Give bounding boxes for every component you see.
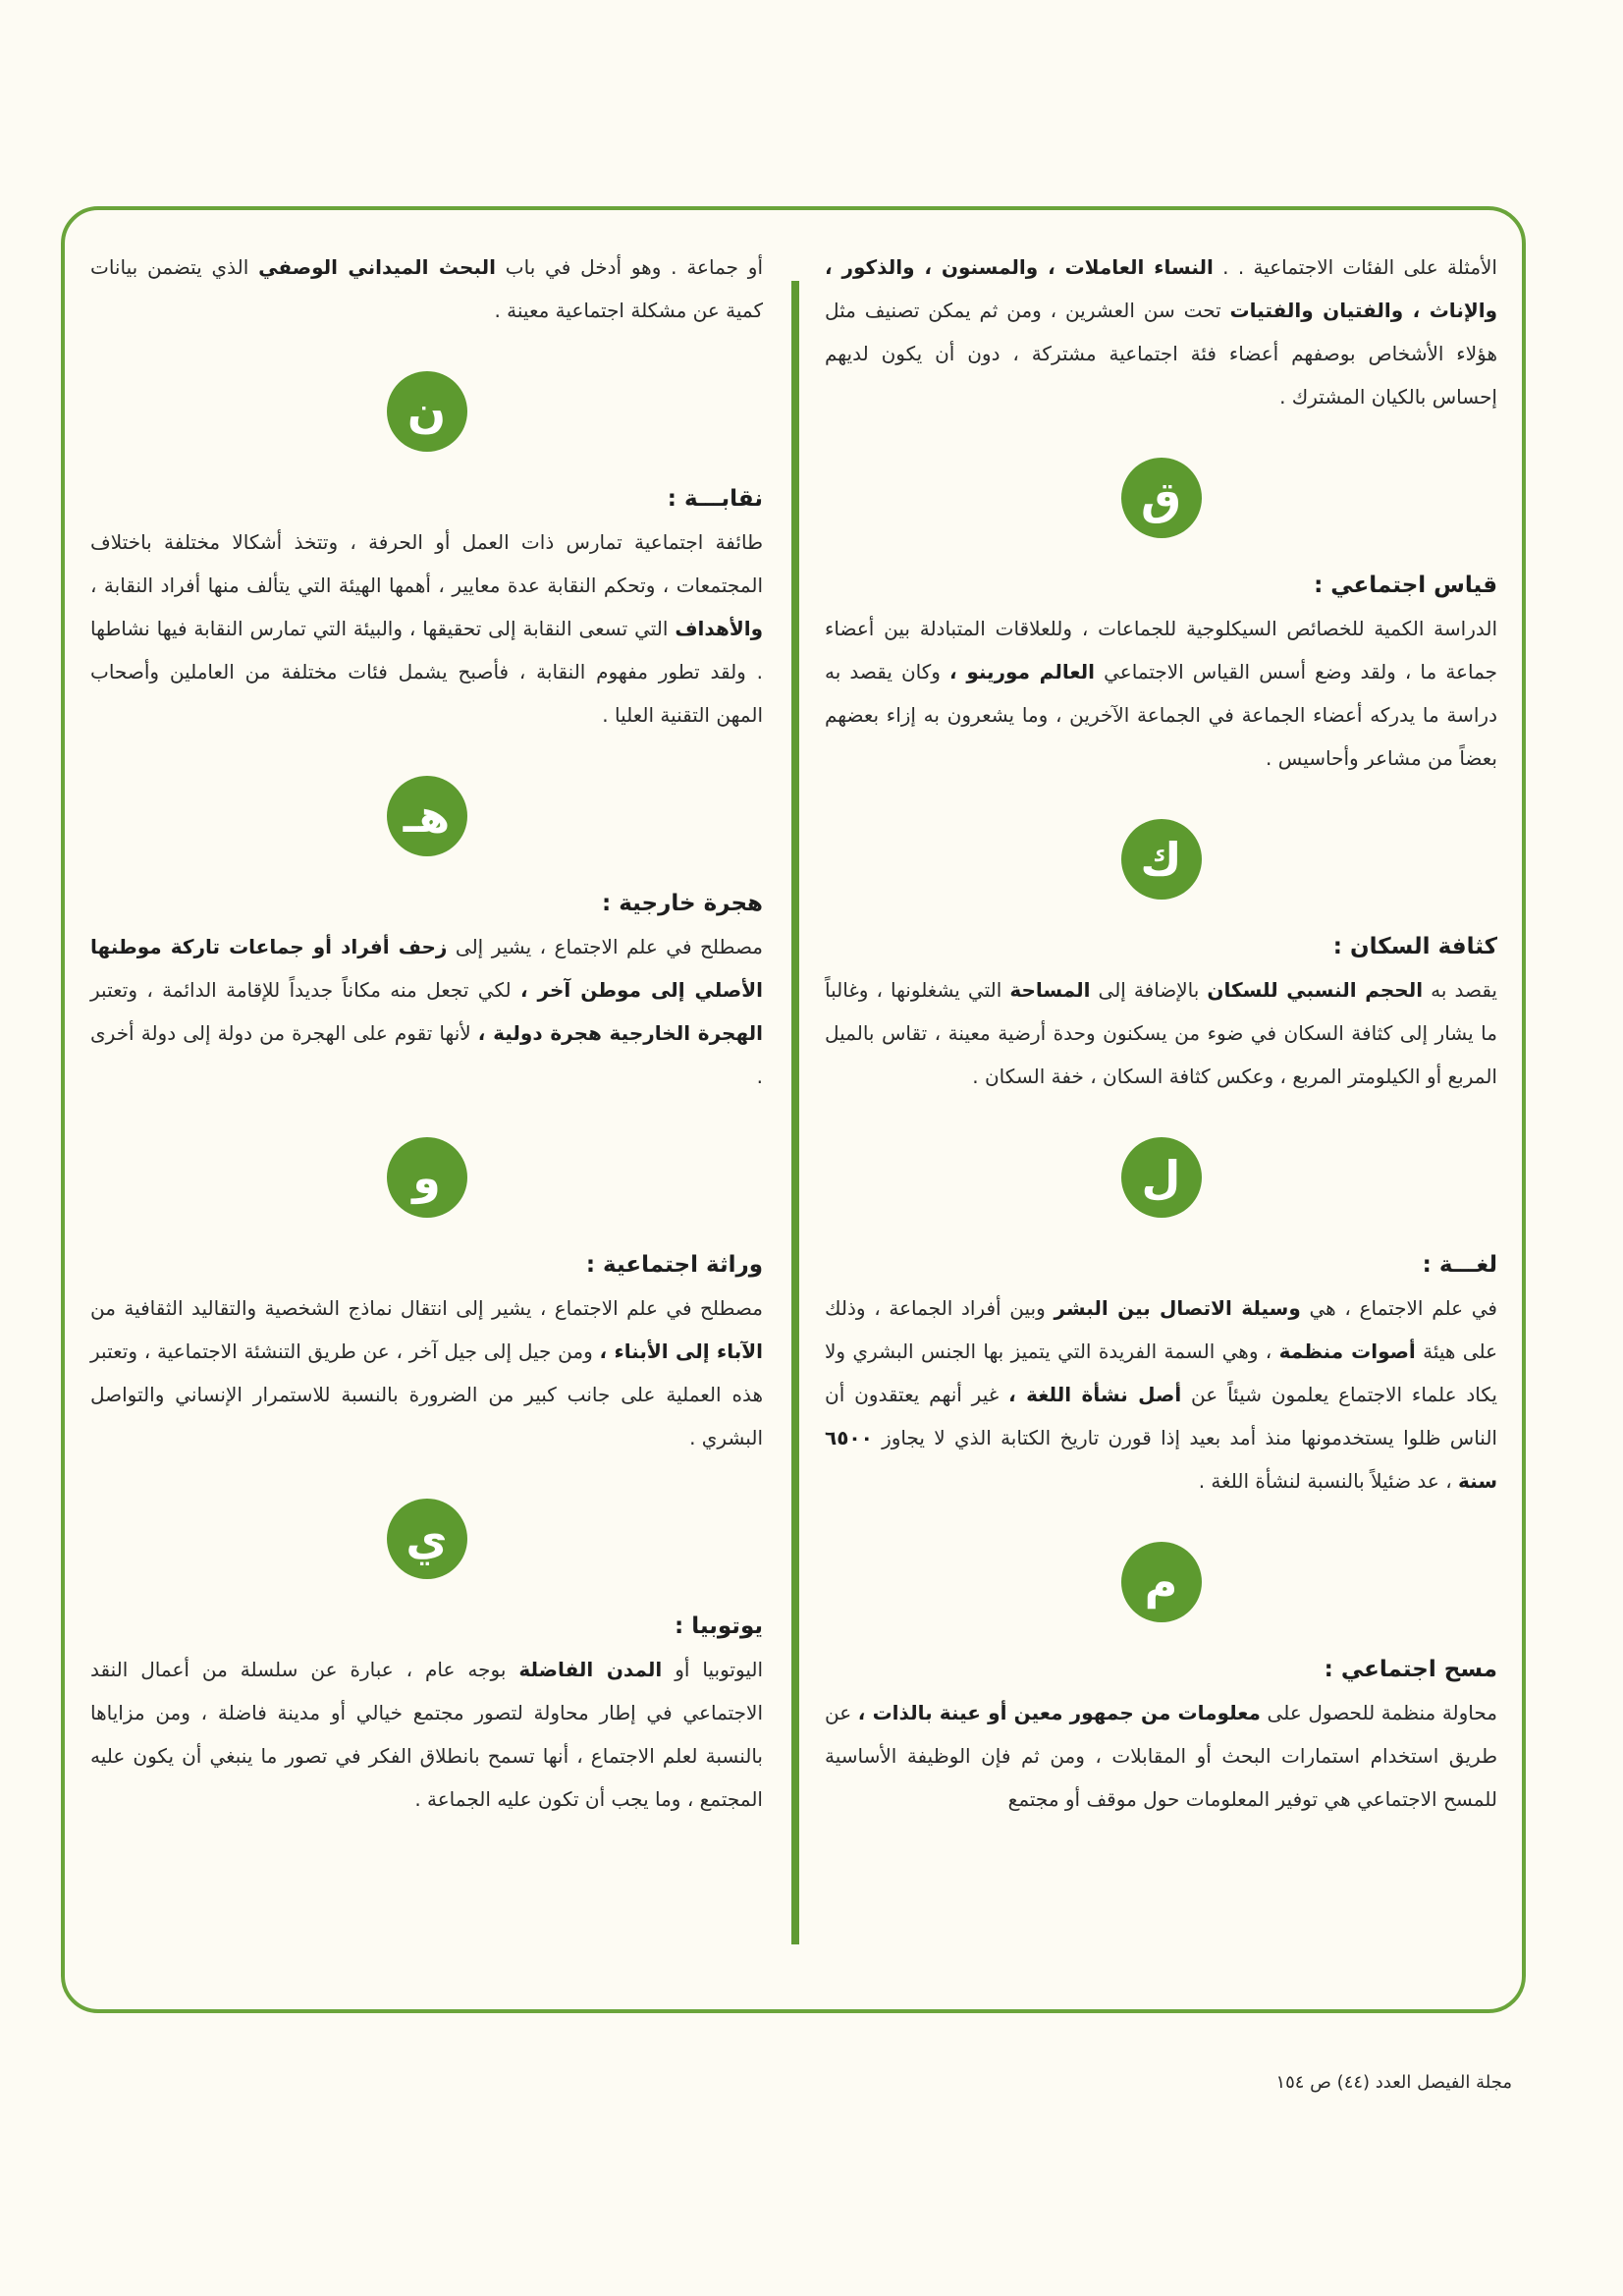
letter-ya-badge: ي [387, 1499, 467, 1579]
letter-ha-badge: هـ [387, 776, 467, 856]
left-column [90, 246, 763, 1821]
definition-paragraph: اليوتوبيا أو المدن الفاضلة بوجه عام ، عبارة عن سلسلة من أعمال النقد الاجتماعي في إطار محاولة لتصور مجتمع خيالي أو مدينة فاضلة ، ومن مزاياها بالنسبة لعلم الاجتماع ، أنها تسمح بانطلاق الفكر في تصور ما ينبغي أن يكون عليه المجتمع ، وما يجب أن تكون عليه الجماعة . [90, 1658, 764, 1811]
page-footer: مجلة الفيصل العدد (٤٤) ص ١٥٤ [1275, 2072, 1512, 2093]
term-heading: هجرة خارجية : [602, 891, 763, 916]
definition-paragraph: محاولة منظمة للحصول على معلومات من جمهور معين أو عينة بالذات ، عن طريق استخدام استمارات البحث أو المقابلات ، ومن ثم فإن الوظيفة الأساسية للمسح الاجتماعي هي توفير المعلومات حول موقف أو مجتمع [825, 1701, 1498, 1811]
definition-paragraph: يقصد به الحجم النسبي للسكان بالإضافة إلى المساحة التي يشغلونها ، وغالباً ما يشار إلى كثافة السكان في ضوء من يسكنون وحدة أرضية معينة ، تقاس بالميل المربع أو الكيلومتر المربع ، وعكس كثافة السكان ، خفة السكان . [825, 978, 1497, 1088]
definition-paragraph: في علم الاجتماع ، هي وسيلة الاتصال بين البشر وبين أفراد الجماعة ، وذلك على هيئة أصوات منظمة ، وهي السمة الفريدة التي يتميز بها الجنس البشري ولا يكاد علماء الاجتماع يعلمون شيئاً عن أصل نشأة اللغة ، غير أنهم يعتقدون أن الناس ظلوا يستخدمونها منذ أمد بعيد إذا قورن تاريخ الكتابة الذي لا يجاوز ٦٥٠٠ سنة ، عد ضئيلاً بالنسبة لنشأة اللغة . [825, 1296, 1498, 1493]
letter-lam-badge: ل [1121, 1137, 1202, 1218]
term-heading: وراثة اجتماعية : [585, 1252, 763, 1278]
term-heading: قياس اجتماعي : [1314, 573, 1497, 598]
definition-paragraph: مصطلح في علم الاجتماع ، يشير إلى انتقال نماذج الشخصية والتقاليد الثقافية من الآباء إلى الأبناء ، ومن جيل إلى جيل آخر ، عن طريق التنشئة الاجتماعية ، وتعتبر هذه العملية على جانب كبير من الضرورة بالنسبة للاستمرار الإنساني والتواصل البشري . [90, 1296, 763, 1449]
definition-paragraph: مصطلح في علم الاجتماع ، يشير إلى زحف أفراد أو جماعات تاركة موطنها الأصلي إلى موطن آخر ، لكي تجعل منه مكاناً جديداً للإقامة الدائمة ، وتعتبر الهجرة الخارجية هجرة دولية ، لأنها تقوم على الهجرة من دولة إلى دولة أخرى . [90, 935, 764, 1088]
definition-paragraph: طائفة اجتماعية تمارس ذات العمل أو الحرفة ، وتتخذ أشكالا مختلفة باختلاف المجتمعات ، وتحكم النقابة عدة معايير ، أهمها الهيئة التي يتألف منها أفراد النقابة ، والأهداف التي تسعى النقابة إلى تحقيقها ، والبيئة التي تمارس النقابة فيها نشاطها . ولقد تطور مفهوم النقابة ، فأصبح يشمل فئات مختلفة من العاملين وأصحاب المهن التقنية العليا . [90, 530, 763, 727]
term-heading: مسح اجتماعي : [1324, 1657, 1497, 1682]
column-divider [791, 281, 799, 1944]
term-heading: لغـــة : [1422, 1252, 1497, 1278]
term-heading: يوتوبيا : [675, 1613, 763, 1639]
letter-kaf-badge: ك [1121, 819, 1202, 900]
intro-paragraph: أو جماعة . وهو أدخل في باب البحث الميداني الوصفي الذي يتضمن بيانات كمية عن مشكلة اجتماعية معينة . [90, 255, 764, 322]
intro-paragraph: الأمثلة على الفئات الاجتماعية . . النساء العاملات ، والمسنون ، والذكور ، والإناث ، والفتيان والفتيات تحت سن العشرين ، ومن ثم يمكن تصنيف مثل هؤلاء الأشخاص بوصفهم أعضاء فئة اجتماعية مشتركة ، دون أن يكون لديهم إحساس بالكيان المشترك . [825, 255, 1498, 409]
definition-paragraph: الدراسة الكمية للخصائص السيكلوجية للجماعات ، وللعلاقات المتبادلة بين أعضاء جماعة ما ، ولقد وضع أسس القياس الاجتماعي العالم مورينو ، وكان يقصد به دراسة ما يدركه أعضاء الجماعة في الجماعة الآخرين ، وما يشعرون به إزاء بعضهم بعضاً من مشاعر وأحاسيس . [825, 617, 1497, 770]
term-heading: نقابـــة : [667, 486, 763, 512]
letter-qaf-badge: ق [1121, 458, 1202, 538]
term-heading: كثافة السكان : [1332, 934, 1497, 959]
right-column [825, 246, 1497, 1821]
letter-mim-badge: م [1121, 1542, 1202, 1622]
letter-waw-badge: و [387, 1137, 467, 1218]
letter-nun-badge: ن [387, 371, 467, 452]
